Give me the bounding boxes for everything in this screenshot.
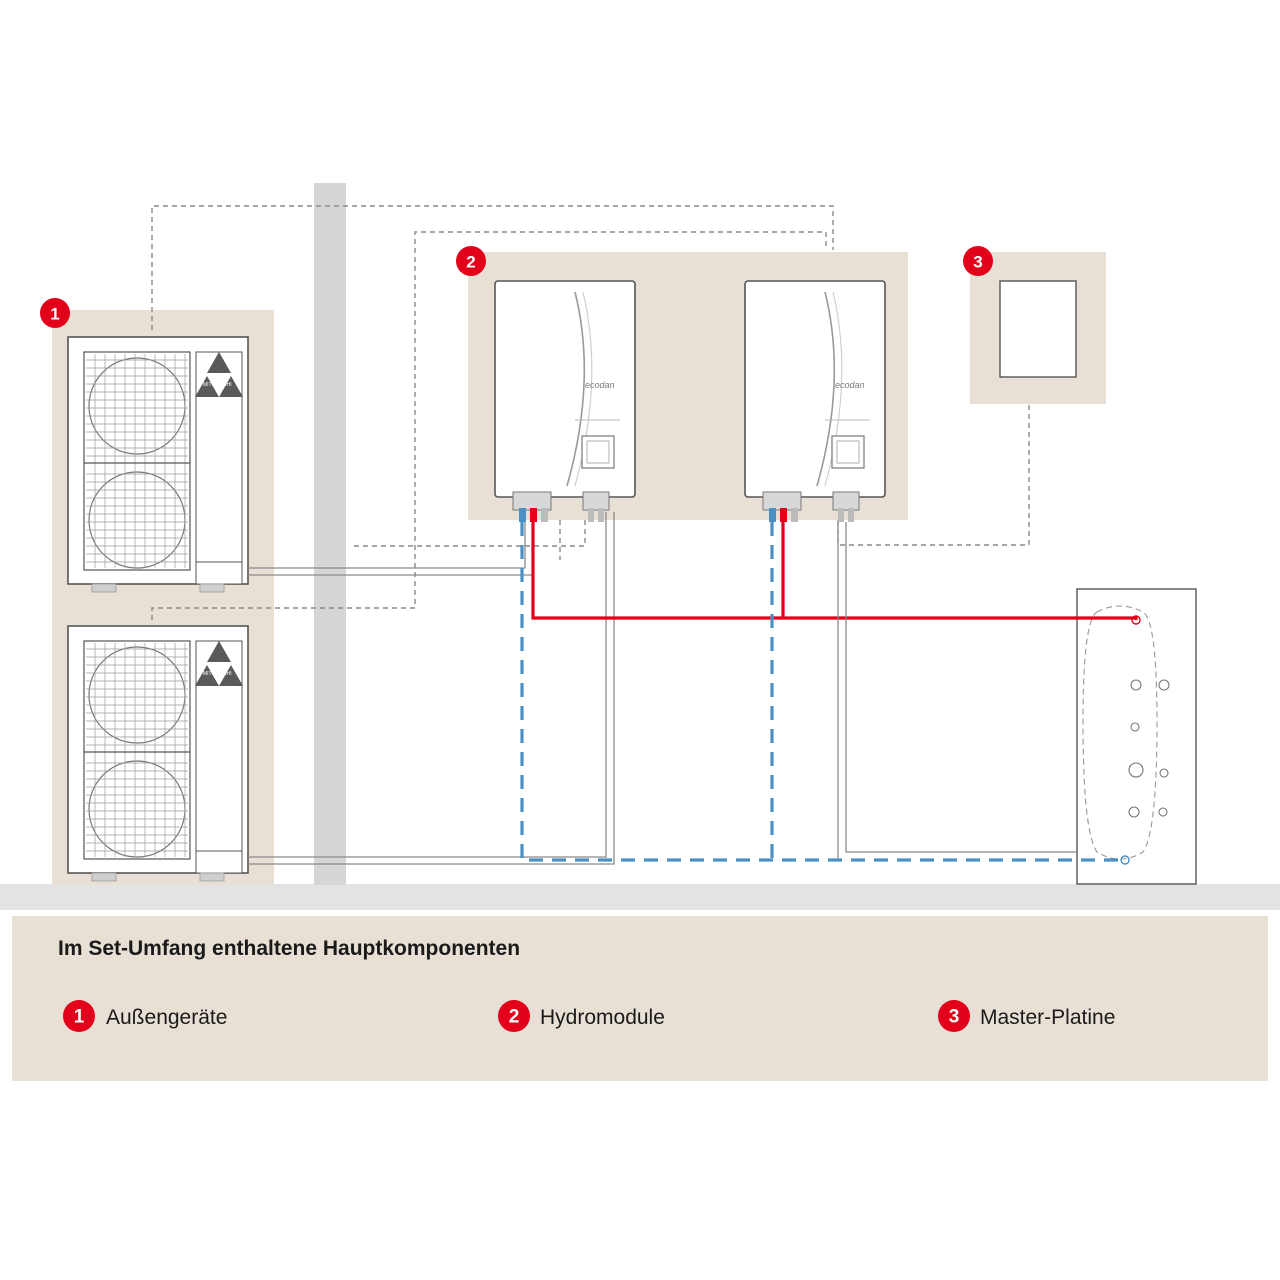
marker-2-number: 2 (466, 252, 476, 272)
hydromodule-left (495, 281, 635, 522)
wall-column (314, 183, 346, 885)
legend-item-3-number: 3 (948, 1006, 960, 1028)
legend-item-1-label: Außengeräte (106, 1006, 228, 1029)
svg-text:MITSUBISHI: MITSUBISHI (203, 382, 232, 388)
marker-2[interactable] (456, 246, 486, 276)
marker-3[interactable] (963, 246, 993, 276)
marker-1[interactable] (40, 298, 70, 328)
legend-title: Im Set-Umfang enthaltene Hauptkomponenten (58, 937, 521, 960)
legend-item-3-label: Master-Platine (980, 1006, 1116, 1029)
marker-1-number: 1 (50, 304, 60, 324)
hydromodule-left-brand: ecodan (585, 380, 615, 390)
outdoor-unit-bottom (68, 626, 248, 881)
legend-item-2-number: 2 (508, 1006, 520, 1028)
marker-3-number: 3 (973, 252, 983, 272)
hydromodule-right (745, 281, 885, 522)
outdoor-unit-top (68, 337, 248, 592)
ground-strip (0, 884, 1280, 910)
svg-text:MITSUBISHI: MITSUBISHI (203, 671, 232, 677)
legend-item-1-number: 1 (73, 1006, 85, 1028)
master-board (1000, 281, 1076, 377)
legend-item-2-label: Hydromodule (540, 1006, 665, 1029)
legend-panel (12, 916, 1268, 1081)
buffer-tank (1077, 589, 1196, 884)
hydromodule-right-brand: ecodan (835, 380, 865, 390)
